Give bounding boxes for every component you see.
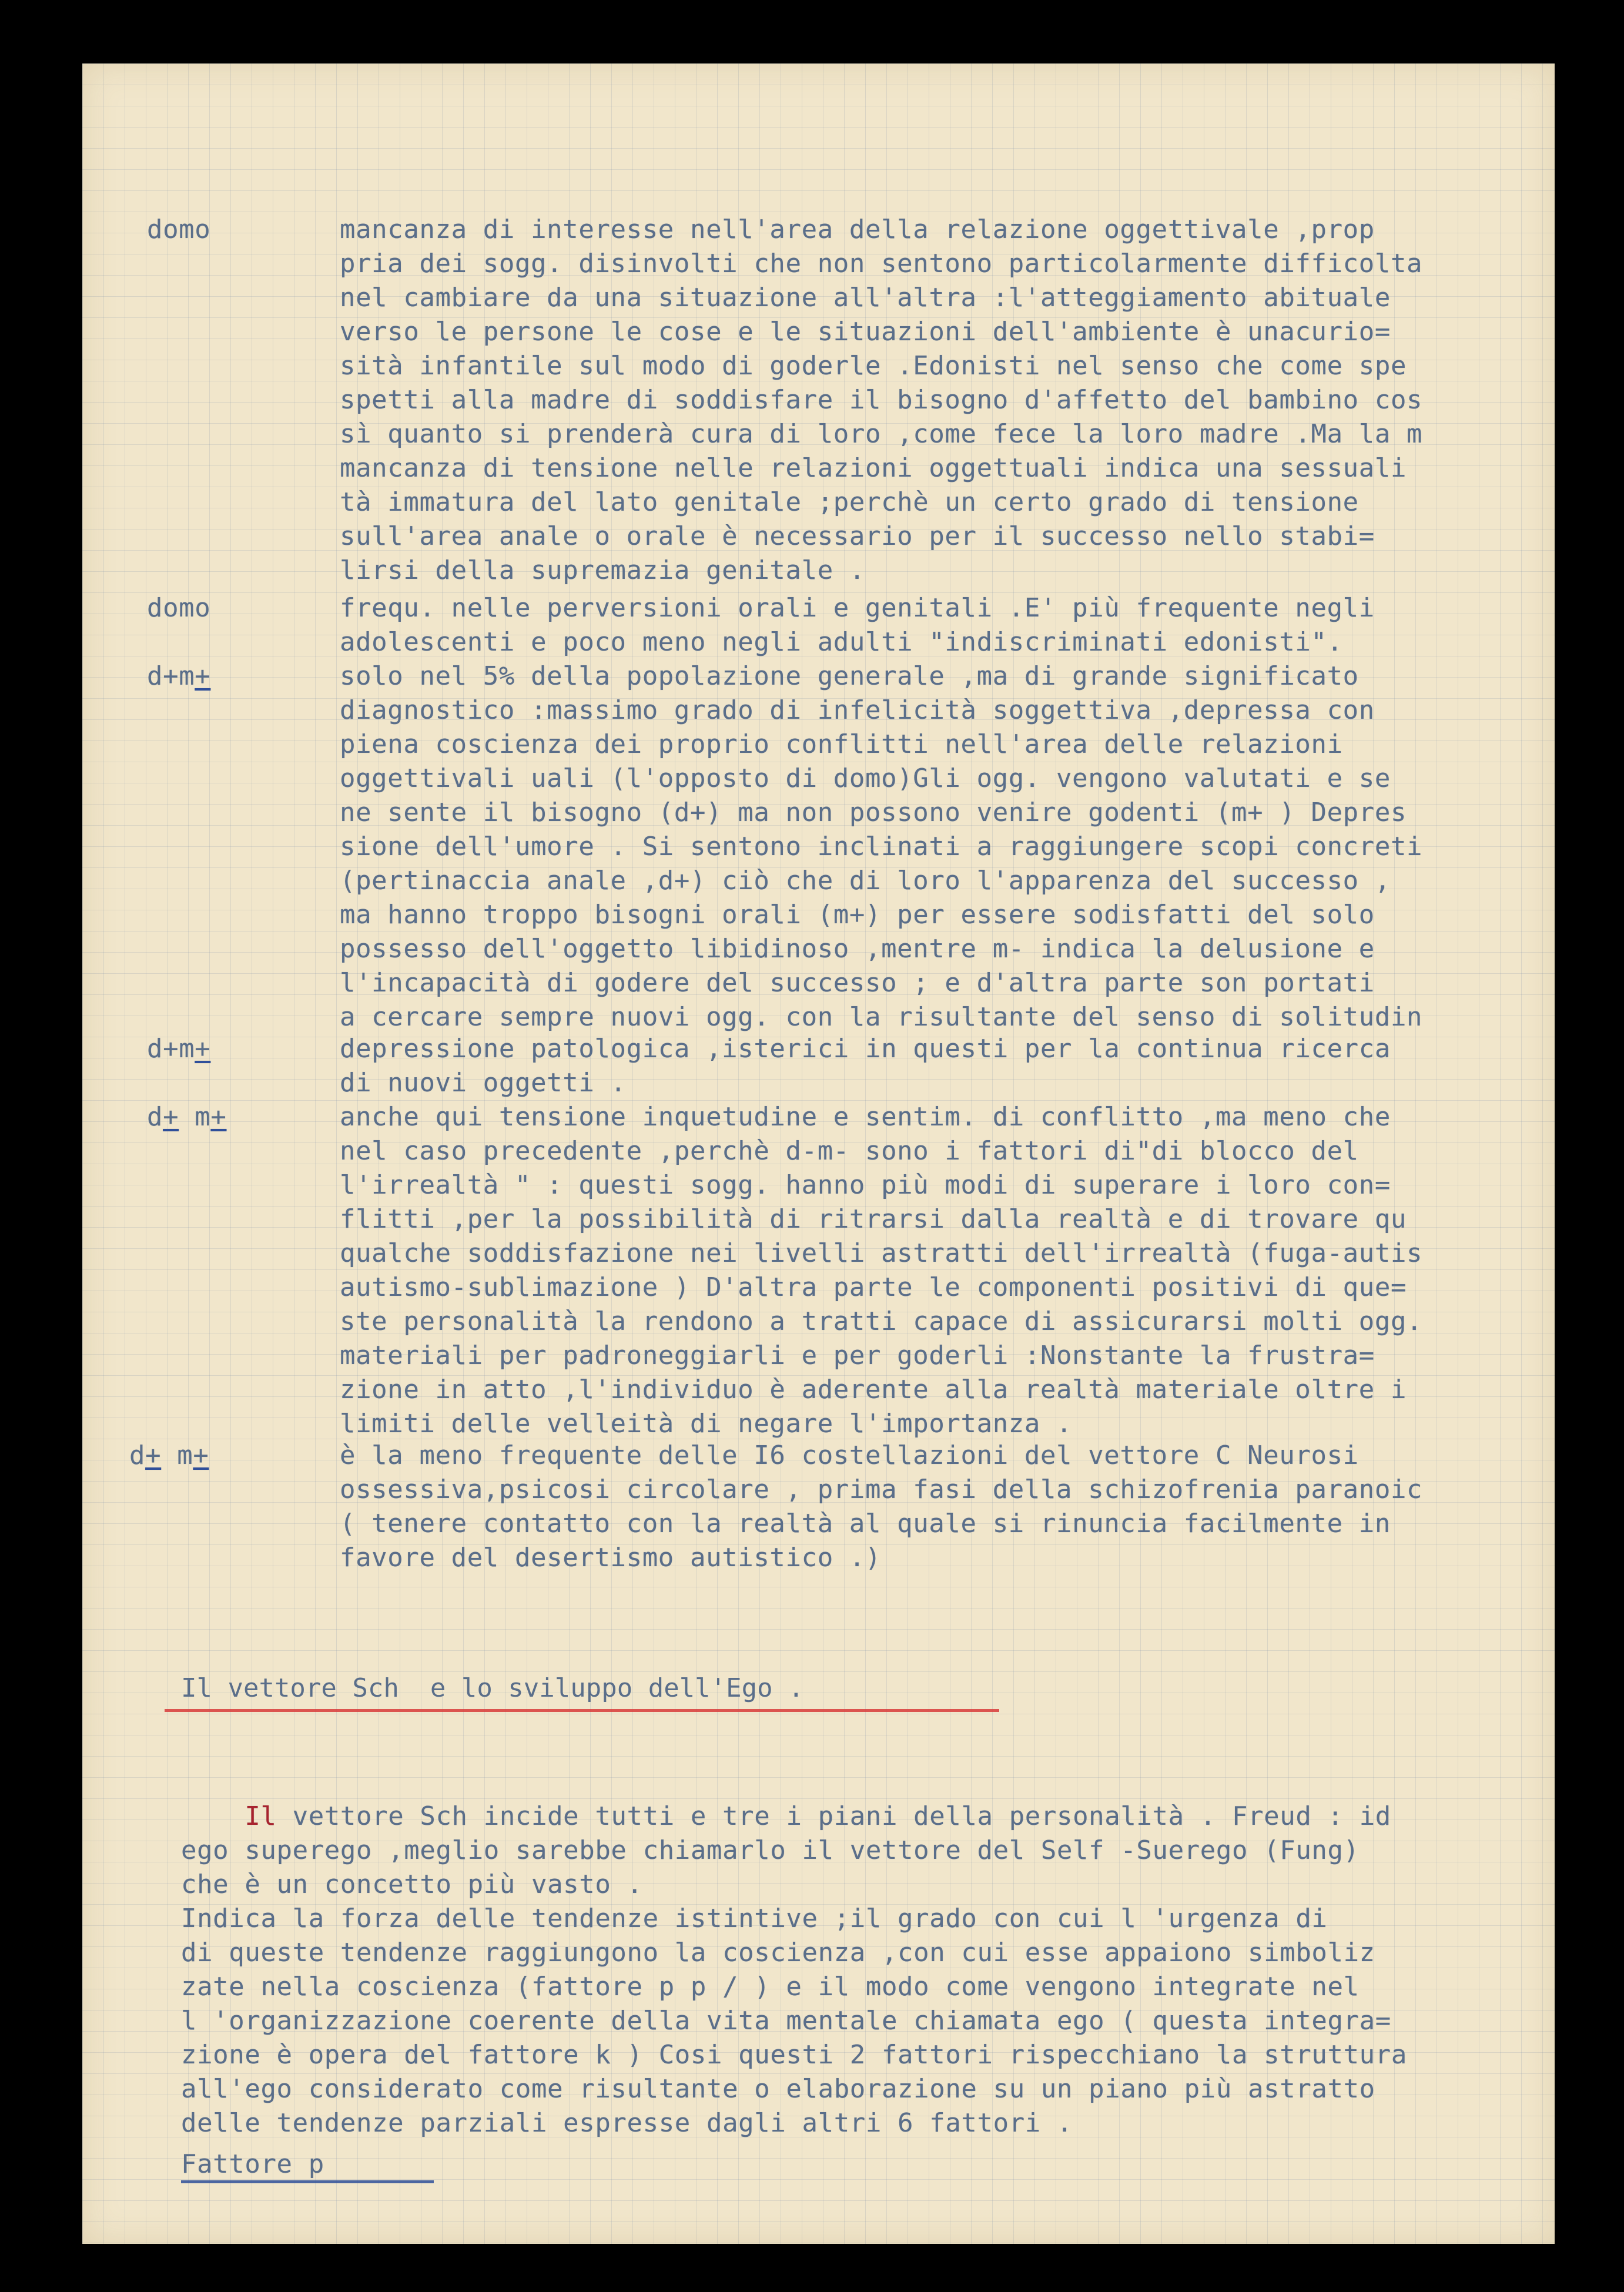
text-line: delle tendenze parziali espresse dagli altri 6 fattori . bbox=[181, 2108, 1073, 2138]
margin-label-dplus-mpm-1: d+m+ bbox=[147, 661, 211, 691]
text-line: solo nel 5% della popolazione generale ,ma di grande significato bbox=[340, 661, 1359, 691]
text-line: ne sente il bisogno (d+) ma non possono venire godenti (m+ ) Depres bbox=[340, 797, 1407, 827]
text-line: sità infantile sul modo di goderle .Edonisti nel senso che come spe bbox=[340, 351, 1407, 381]
text-line: lirsi della supremazia genitale . bbox=[340, 555, 865, 585]
margin-label-dplus-mpm-2: d+m+ bbox=[147, 1034, 211, 1064]
text-line: possesso dell'oggetto libidinoso ,mentre m- indica la delusione e bbox=[340, 934, 1375, 964]
text-line: l'incapacità di godere del successo ; e d'altra parte son portati bbox=[340, 968, 1375, 998]
text-line: materiali per padroneggiarli e per goderli :Nonstante la frustra= bbox=[340, 1341, 1375, 1370]
text-line: ( tenere contatto con la realtà al quale si rinuncia facilmente in bbox=[340, 1509, 1391, 1539]
paragraph-block-2 bbox=[340, 591, 1375, 659]
text-line: all'ego considerato come risultante o elaborazione su un piano più astratto bbox=[181, 2074, 1375, 2104]
text-line: adolescenti e poco meno negli adulti "indiscriminati edonisti". bbox=[340, 627, 1343, 657]
text-line: ma hanno troppo bisogni orali (m+) per essere sodisfatti del solo bbox=[340, 900, 1375, 930]
text-line: pria dei sogg. disinvolti che non sentono particolarmente difficolta bbox=[340, 249, 1423, 279]
text-line: di nuovi oggetti . bbox=[340, 1068, 627, 1098]
text-line: diagnostico :massimo grado di infelicità soggettiva ,depressa con bbox=[340, 695, 1375, 725]
text-line: nel cambiare da una situazione all'altra :l'atteggiamento abituale bbox=[340, 283, 1391, 313]
text-line: flitti ,per la possibilità di ritrarsi dalla realtà e di trovare qu bbox=[340, 1204, 1407, 1234]
text-line: spetti alla madre di soddisfare il bisogno d'affetto del bambino cos bbox=[340, 385, 1423, 415]
text-line: sì quanto si prenderà cura di loro ,come fece la loro madre .Ma la m bbox=[340, 419, 1423, 449]
text-line: favore del desertismo autistico .) bbox=[340, 1543, 882, 1573]
footer-heading-underline bbox=[181, 2180, 434, 2183]
section-heading: Il vettore Sch e lo sviluppo dell'Ego . bbox=[181, 1673, 804, 1703]
text-line: limiti delle velleità di negare l'importanza . bbox=[340, 1409, 1073, 1439]
margin-label-dpm-mpm-1: d+ m+ bbox=[147, 1102, 227, 1132]
text-line: ego superego ,meglio sarebbe chiamarlo il vettore del Self -Suerego (Fung) bbox=[181, 1835, 1360, 1865]
margin-label-domo-2: domo bbox=[147, 593, 211, 623]
text-line: mancanza di tensione nelle relazioni oggettuali indica una sessuali bbox=[340, 453, 1407, 483]
margin-label-dpm-mpm-2: d+ m+ bbox=[129, 1440, 209, 1470]
text-line: che è un concetto più vasto . bbox=[181, 1869, 643, 1899]
paragraph-block-1 bbox=[340, 213, 1422, 588]
paragraph-block-4 bbox=[340, 1032, 1391, 1100]
section-body bbox=[181, 1765, 1407, 2209]
text-line: vettore Sch incide tutti e tre i piani della personalità . Freud : id bbox=[276, 1801, 1391, 1831]
section-first-word: Il bbox=[245, 1801, 277, 1831]
text-line: verso le persone le cose e le situazioni dell'ambiente è unacurio= bbox=[340, 317, 1391, 347]
text-line: Indica la forza delle tendenze istintive ;il grado con cui l 'urgenza di bbox=[181, 1904, 1328, 1934]
text-line: nel caso precedente ,perchè d-m- sono i fattori di"di blocco del bbox=[340, 1136, 1359, 1166]
margin-label-domo-1: domo bbox=[147, 215, 211, 244]
text-line: (pertinaccia anale ,d+) ciò che di loro l'apparenza del successo , bbox=[340, 866, 1391, 896]
footer-heading: Fattore p bbox=[181, 2149, 324, 2179]
text-line: a cercare sempre nuovi ogg. con la risultante del senso di solitudin bbox=[340, 1002, 1423, 1032]
text-line: autismo-sublimazione ) D'altra parte le componenti positivi di que= bbox=[340, 1272, 1407, 1302]
text-line: è la meno frequente delle I6 costellazioni del vettore C Neurosi bbox=[340, 1440, 1359, 1470]
text-line: l 'organizzazione coerente della vita mentale chiamata ego ( questa integra= bbox=[181, 2006, 1391, 2036]
heading-underline bbox=[165, 1709, 999, 1712]
text-line: qualche soddisfazione nei livelli astratti dell'irrealtà (fuga-autis bbox=[340, 1238, 1423, 1268]
text-line: piena coscienza dei proprio conflitti nell'area delle relazioni bbox=[340, 729, 1343, 759]
text-line: anche qui tensione inquetudine e sentim. di conflitto ,ma meno che bbox=[340, 1102, 1391, 1132]
paragraph-block-5 bbox=[340, 1100, 1422, 1441]
text-line: tà immatura del lato genitale ;perchè un certo grado di tensione bbox=[340, 487, 1359, 517]
text-line: di queste tendenze raggiungono la coscienza ,con cui esse appaiono simboliz bbox=[181, 1938, 1375, 1968]
paragraph-block-3 bbox=[340, 659, 1422, 1034]
text-line: mancanza di interesse nell'area della relazione oggettivale ,prop bbox=[340, 215, 1375, 244]
text-line: sione dell'umore . Si sentono inclinati a raggiungere scopi concreti bbox=[340, 832, 1423, 862]
text-line: zione è opera del fattore k ) Cosi questi 2 fattori rispecchiano la struttura bbox=[181, 2040, 1407, 2070]
text-line: frequ. nelle perversioni orali e genitali .E' più frequente negli bbox=[340, 593, 1375, 623]
text-line: depressione patologica ,isterici in questi per la continua ricerca bbox=[340, 1034, 1391, 1064]
text-line: zione in atto ,l'individuo è aderente alla realtà materiale oltre i bbox=[340, 1375, 1407, 1405]
text-line: ossessiva,psicosi circolare , prima fasi della schizofrenia paranoic bbox=[340, 1475, 1423, 1504]
text-line: sull'area anale o orale è necessario per il successo nello stabi= bbox=[340, 521, 1375, 551]
text-line: zate nella coscienza (fattore p p / ) e il modo come vengono integrate nel bbox=[181, 1972, 1360, 2002]
text-line: ste personalità la rendono a tratti capace di assicurarsi molti ogg. bbox=[340, 1306, 1423, 1336]
text-line: l'irrealtà " : questi sogg. hanno più modi di superare i loro con= bbox=[340, 1170, 1391, 1200]
typewritten-page bbox=[82, 63, 1555, 2244]
text-line: oggettivali uali (l'opposto di domo)Gli ogg. vengono valutati e se bbox=[340, 763, 1391, 793]
paragraph-block-6 bbox=[340, 1439, 1422, 1575]
